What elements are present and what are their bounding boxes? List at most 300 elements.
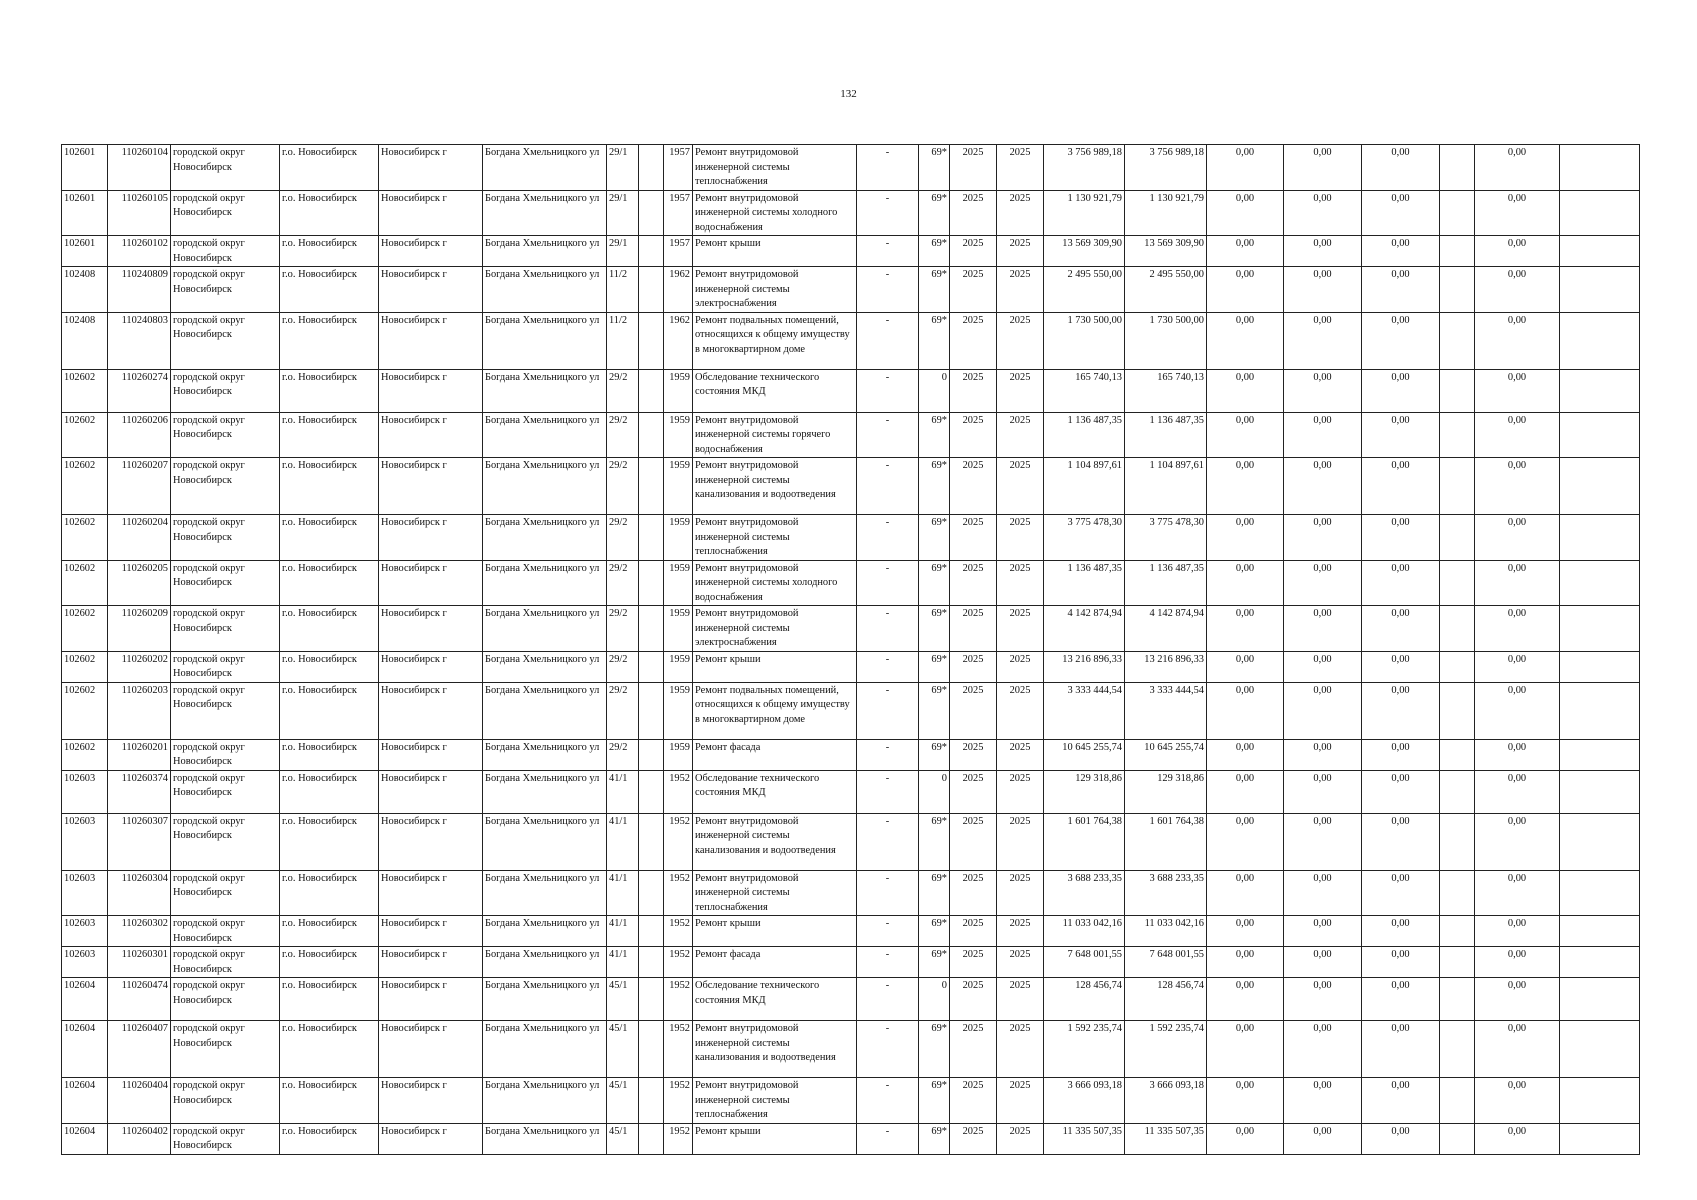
row-value-6	[1560, 515, 1640, 561]
row-street: Богдана Хмельницкого ул	[483, 947, 607, 978]
table-row	[62, 651, 1640, 682]
row-year-from: 2025	[950, 515, 997, 561]
row-id: 110260307	[108, 813, 171, 870]
row-dash: -	[857, 190, 919, 236]
row-year-to: 2025	[997, 412, 1044, 458]
row-dash: -	[857, 870, 919, 916]
row-dash: -	[857, 236, 919, 267]
row-year-from: 2025	[950, 870, 997, 916]
row-settlement: Новосибирск г	[379, 369, 483, 412]
row-value-5: 0,00	[1475, 190, 1560, 236]
table-row	[62, 739, 1640, 770]
row-cost-total: 11 033 042,16	[1044, 916, 1125, 947]
row-street: Богдана Хмельницкого ул	[483, 190, 607, 236]
row-norm: 69*	[919, 458, 950, 515]
row-value-5: 0,00	[1475, 369, 1560, 412]
row-value-4	[1440, 916, 1475, 947]
row-value-2: 0,00	[1284, 1021, 1362, 1078]
row-cost-fund: 3 333 444,54	[1125, 682, 1207, 739]
row-extra	[639, 312, 664, 369]
row-year-from: 2025	[950, 145, 997, 191]
row-value-1: 0,00	[1207, 770, 1284, 813]
row-cost-fund: 129 318,86	[1125, 770, 1207, 813]
table-row	[62, 770, 1640, 813]
row-code: 102601	[62, 190, 108, 236]
row-value-5: 0,00	[1475, 515, 1560, 561]
row-settlement: Новосибирск г	[379, 606, 483, 652]
row-value-1: 0,00	[1207, 916, 1284, 947]
row-code: 102602	[62, 560, 108, 606]
row-year: 1959	[664, 682, 693, 739]
row-code: 102408	[62, 312, 108, 369]
row-id: 110260301	[108, 947, 171, 978]
row-municipality: г.о. Новосибирск	[280, 651, 379, 682]
row-year: 1952	[664, 1021, 693, 1078]
table-row	[62, 1078, 1640, 1124]
row-extra	[639, 870, 664, 916]
row-dash: -	[857, 1021, 919, 1078]
row-year: 1962	[664, 312, 693, 369]
row-year-to: 2025	[997, 190, 1044, 236]
row-value-5: 0,00	[1475, 739, 1560, 770]
row-norm: 69*	[919, 560, 950, 606]
row-district: городской округ Новосибирск	[171, 916, 280, 947]
row-year-to: 2025	[997, 739, 1044, 770]
row-value-5: 0,00	[1475, 236, 1560, 267]
row-cost-total: 1 730 500,00	[1044, 312, 1125, 369]
row-house: 29/2	[607, 739, 639, 770]
row-settlement: Новосибирск г	[379, 145, 483, 191]
row-year: 1959	[664, 412, 693, 458]
table-row	[62, 947, 1640, 978]
row-dash: -	[857, 458, 919, 515]
row-house: 29/1	[607, 190, 639, 236]
row-value-2: 0,00	[1284, 916, 1362, 947]
table-row	[62, 515, 1640, 561]
row-street: Богдана Хмельницкого ул	[483, 651, 607, 682]
table-row	[62, 606, 1640, 652]
row-value-2: 0,00	[1284, 1123, 1362, 1154]
row-value-4	[1440, 369, 1475, 412]
row-district: городской округ Новосибирск	[171, 560, 280, 606]
row-value-6	[1560, 770, 1640, 813]
row-value-4	[1440, 412, 1475, 458]
row-value-5: 0,00	[1475, 813, 1560, 870]
row-value-5: 0,00	[1475, 1078, 1560, 1124]
row-settlement: Новосибирск г	[379, 813, 483, 870]
row-value-4	[1440, 870, 1475, 916]
row-municipality: г.о. Новосибирск	[280, 770, 379, 813]
row-code: 102602	[62, 412, 108, 458]
row-norm: 69*	[919, 870, 950, 916]
row-id: 110260304	[108, 870, 171, 916]
row-district: городской округ Новосибирск	[171, 606, 280, 652]
table-row	[62, 236, 1640, 267]
row-settlement: Новосибирск г	[379, 770, 483, 813]
row-house: 29/2	[607, 369, 639, 412]
row-cost-fund: 1 730 500,00	[1125, 312, 1207, 369]
row-norm: 69*	[919, 312, 950, 369]
row-extra	[639, 412, 664, 458]
row-work-type: Ремонт внутридомовой инженерной системы теплоснабжения	[693, 515, 857, 561]
row-district: городской округ Новосибирск	[171, 1123, 280, 1154]
row-house: 29/2	[607, 682, 639, 739]
row-district: городской округ Новосибирск	[171, 236, 280, 267]
row-district: городской округ Новосибирск	[171, 190, 280, 236]
row-norm: 69*	[919, 515, 950, 561]
row-value-5: 0,00	[1475, 606, 1560, 652]
row-settlement: Новосибирск г	[379, 947, 483, 978]
row-street: Богдана Хмельницкого ул	[483, 267, 607, 313]
table-row	[62, 369, 1640, 412]
row-value-1: 0,00	[1207, 1078, 1284, 1124]
row-work-type: Ремонт крыши	[693, 651, 857, 682]
row-extra	[639, 236, 664, 267]
row-value-6	[1560, 1123, 1640, 1154]
row-cost-total: 11 335 507,35	[1044, 1123, 1125, 1154]
row-value-5: 0,00	[1475, 770, 1560, 813]
row-cost-total: 3 333 444,54	[1044, 682, 1125, 739]
row-year-from: 2025	[950, 1078, 997, 1124]
page-number: 132	[840, 88, 857, 100]
row-year-from: 2025	[950, 770, 997, 813]
row-id: 110240809	[108, 267, 171, 313]
row-id: 110260407	[108, 1021, 171, 1078]
row-cost-total: 129 318,86	[1044, 770, 1125, 813]
row-value-5: 0,00	[1475, 682, 1560, 739]
row-year: 1959	[664, 369, 693, 412]
row-norm: 69*	[919, 145, 950, 191]
row-value-3: 0,00	[1362, 770, 1440, 813]
row-work-type: Ремонт внутридомовой инженерной системы холодного водоснабжения	[693, 190, 857, 236]
row-year: 1952	[664, 813, 693, 870]
row-year-from: 2025	[950, 739, 997, 770]
row-work-type: Обследование технического состояния МКД	[693, 978, 857, 1021]
row-street: Богдана Хмельницкого ул	[483, 236, 607, 267]
row-value-4	[1440, 236, 1475, 267]
table-row	[62, 1123, 1640, 1154]
row-work-type: Ремонт внутридомовой инженерной системы электроснабжения	[693, 606, 857, 652]
table-row	[62, 916, 1640, 947]
row-value-4	[1440, 1021, 1475, 1078]
table-body	[62, 145, 1640, 1155]
row-year-from: 2025	[950, 312, 997, 369]
row-street: Богдана Хмельницкого ул	[483, 1021, 607, 1078]
row-extra	[639, 515, 664, 561]
row-work-type: Ремонт внутридомовой инженерной системы холодного водоснабжения	[693, 560, 857, 606]
row-value-6	[1560, 236, 1640, 267]
row-value-1: 0,00	[1207, 312, 1284, 369]
row-code: 102602	[62, 682, 108, 739]
row-house: 41/1	[607, 947, 639, 978]
row-municipality: г.о. Новосибирск	[280, 515, 379, 561]
row-house: 29/2	[607, 560, 639, 606]
row-settlement: Новосибирск г	[379, 267, 483, 313]
row-value-1: 0,00	[1207, 1021, 1284, 1078]
row-value-5: 0,00	[1475, 560, 1560, 606]
row-cost-total: 1 104 897,61	[1044, 458, 1125, 515]
row-street: Богдана Хмельницкого ул	[483, 515, 607, 561]
row-value-5: 0,00	[1475, 978, 1560, 1021]
row-cost-fund: 3 775 478,30	[1125, 515, 1207, 561]
row-value-3: 0,00	[1362, 369, 1440, 412]
table-row	[62, 458, 1640, 515]
row-value-1: 0,00	[1207, 978, 1284, 1021]
row-work-type: Обследование технического состояния МКД	[693, 770, 857, 813]
row-settlement: Новосибирск г	[379, 1078, 483, 1124]
row-year: 1959	[664, 560, 693, 606]
row-dash: -	[857, 369, 919, 412]
row-year: 1952	[664, 870, 693, 916]
row-code: 102603	[62, 947, 108, 978]
row-value-5: 0,00	[1475, 916, 1560, 947]
row-id: 110240803	[108, 312, 171, 369]
row-municipality: г.о. Новосибирск	[280, 236, 379, 267]
row-value-2: 0,00	[1284, 606, 1362, 652]
row-year: 1957	[664, 236, 693, 267]
row-year-to: 2025	[997, 515, 1044, 561]
row-dash: -	[857, 412, 919, 458]
row-house: 41/1	[607, 870, 639, 916]
row-settlement: Новосибирск г	[379, 870, 483, 916]
row-value-6	[1560, 947, 1640, 978]
row-cost-total: 3 756 989,18	[1044, 145, 1125, 191]
row-value-2: 0,00	[1284, 651, 1362, 682]
row-extra	[639, 1078, 664, 1124]
row-year: 1962	[664, 267, 693, 313]
row-code: 102603	[62, 916, 108, 947]
row-value-2: 0,00	[1284, 190, 1362, 236]
row-value-4	[1440, 682, 1475, 739]
row-street: Богдана Хмельницкого ул	[483, 870, 607, 916]
row-dash: -	[857, 813, 919, 870]
row-value-3: 0,00	[1362, 606, 1440, 652]
row-street: Богдана Хмельницкого ул	[483, 369, 607, 412]
row-cost-total: 10 645 255,74	[1044, 739, 1125, 770]
row-district: городской округ Новосибирск	[171, 947, 280, 978]
row-value-1: 0,00	[1207, 412, 1284, 458]
row-year-from: 2025	[950, 606, 997, 652]
row-municipality: г.о. Новосибирск	[280, 458, 379, 515]
row-value-4	[1440, 651, 1475, 682]
row-norm: 69*	[919, 1021, 950, 1078]
row-work-type: Ремонт внутридомовой инженерной системы канализования и водоотведения	[693, 813, 857, 870]
row-cost-total: 1 601 764,38	[1044, 813, 1125, 870]
row-code: 102601	[62, 236, 108, 267]
row-district: городской округ Новосибирск	[171, 651, 280, 682]
row-cost-total: 4 142 874,94	[1044, 606, 1125, 652]
row-settlement: Новосибирск г	[379, 515, 483, 561]
row-value-1: 0,00	[1207, 682, 1284, 739]
row-id: 110260207	[108, 458, 171, 515]
row-value-1: 0,00	[1207, 515, 1284, 561]
row-value-4	[1440, 458, 1475, 515]
row-street: Богдана Хмельницкого ул	[483, 739, 607, 770]
row-value-2: 0,00	[1284, 145, 1362, 191]
row-value-1: 0,00	[1207, 947, 1284, 978]
row-value-3: 0,00	[1362, 682, 1440, 739]
row-cost-fund: 1 136 487,35	[1125, 412, 1207, 458]
row-municipality: г.о. Новосибирск	[280, 606, 379, 652]
row-value-3: 0,00	[1362, 412, 1440, 458]
row-work-type: Ремонт крыши	[693, 916, 857, 947]
row-value-4	[1440, 560, 1475, 606]
row-work-type: Ремонт внутридомовой инженерной системы теплоснабжения	[693, 145, 857, 191]
row-value-3: 0,00	[1362, 739, 1440, 770]
row-dash: -	[857, 682, 919, 739]
table-row	[62, 267, 1640, 313]
row-code: 102602	[62, 369, 108, 412]
row-dash: -	[857, 770, 919, 813]
row-municipality: г.о. Новосибирск	[280, 1021, 379, 1078]
row-year-to: 2025	[997, 770, 1044, 813]
row-value-1: 0,00	[1207, 739, 1284, 770]
row-value-5: 0,00	[1475, 458, 1560, 515]
row-value-3: 0,00	[1362, 312, 1440, 369]
row-district: городской округ Новосибирск	[171, 1078, 280, 1124]
row-value-3: 0,00	[1362, 651, 1440, 682]
row-cost-fund: 11 335 507,35	[1125, 1123, 1207, 1154]
row-district: городской округ Новосибирск	[171, 458, 280, 515]
row-value-6	[1560, 651, 1640, 682]
row-value-2: 0,00	[1284, 312, 1362, 369]
row-value-2: 0,00	[1284, 412, 1362, 458]
row-year-to: 2025	[997, 978, 1044, 1021]
row-year-from: 2025	[950, 190, 997, 236]
row-cost-fund: 1 592 235,74	[1125, 1021, 1207, 1078]
row-year: 1959	[664, 458, 693, 515]
row-work-type: Ремонт подвальных помещений, относящихся к общему имуществу в многоквартирном доме	[693, 312, 857, 369]
row-cost-total: 1 592 235,74	[1044, 1021, 1125, 1078]
row-house: 45/1	[607, 1021, 639, 1078]
row-norm: 69*	[919, 739, 950, 770]
row-house: 29/2	[607, 412, 639, 458]
row-district: городской округ Новосибирск	[171, 770, 280, 813]
row-dash: -	[857, 606, 919, 652]
row-value-5: 0,00	[1475, 651, 1560, 682]
row-value-3: 0,00	[1362, 515, 1440, 561]
row-id: 110260302	[108, 916, 171, 947]
row-value-3: 0,00	[1362, 870, 1440, 916]
row-value-2: 0,00	[1284, 515, 1362, 561]
row-code: 102601	[62, 145, 108, 191]
row-house: 45/1	[607, 1123, 639, 1154]
row-value-2: 0,00	[1284, 560, 1362, 606]
row-settlement: Новосибирск г	[379, 412, 483, 458]
row-settlement: Новосибирск г	[379, 458, 483, 515]
row-value-4	[1440, 312, 1475, 369]
row-cost-fund: 165 740,13	[1125, 369, 1207, 412]
row-value-4	[1440, 145, 1475, 191]
row-value-4	[1440, 978, 1475, 1021]
row-id: 110260402	[108, 1123, 171, 1154]
row-value-6	[1560, 267, 1640, 313]
row-year: 1959	[664, 606, 693, 652]
row-year-to: 2025	[997, 458, 1044, 515]
row-value-4	[1440, 1078, 1475, 1124]
row-cost-total: 13 216 896,33	[1044, 651, 1125, 682]
row-street: Богдана Хмельницкого ул	[483, 145, 607, 191]
row-work-type: Ремонт внутридомовой инженерной системы канализования и водоотведения	[693, 458, 857, 515]
row-municipality: г.о. Новосибирск	[280, 870, 379, 916]
row-year-to: 2025	[997, 916, 1044, 947]
row-work-type: Ремонт внутридомовой инженерной системы теплоснабжения	[693, 870, 857, 916]
row-cost-fund: 128 456,74	[1125, 978, 1207, 1021]
row-value-3: 0,00	[1362, 145, 1440, 191]
row-house: 29/2	[607, 606, 639, 652]
row-code: 102602	[62, 739, 108, 770]
row-work-type: Ремонт внутридомовой инженерной системы канализования и водоотведения	[693, 1021, 857, 1078]
row-year: 1952	[664, 978, 693, 1021]
row-year-from: 2025	[950, 267, 997, 313]
row-municipality: г.о. Новосибирск	[280, 1078, 379, 1124]
row-municipality: г.о. Новосибирск	[280, 682, 379, 739]
row-year-to: 2025	[997, 1078, 1044, 1124]
row-norm: 69*	[919, 651, 950, 682]
row-value-2: 0,00	[1284, 458, 1362, 515]
row-cost-fund: 13 569 309,90	[1125, 236, 1207, 267]
row-id: 110260105	[108, 190, 171, 236]
row-municipality: г.о. Новосибирск	[280, 1123, 379, 1154]
row-year-to: 2025	[997, 682, 1044, 739]
row-year: 1952	[664, 947, 693, 978]
row-settlement: Новосибирск г	[379, 312, 483, 369]
row-value-4	[1440, 267, 1475, 313]
row-house: 45/1	[607, 978, 639, 1021]
row-house: 41/1	[607, 813, 639, 870]
row-year: 1957	[664, 190, 693, 236]
row-dash: -	[857, 515, 919, 561]
table-row	[62, 412, 1640, 458]
row-street: Богдана Хмельницкого ул	[483, 682, 607, 739]
row-norm: 69*	[919, 682, 950, 739]
row-id: 110260374	[108, 770, 171, 813]
row-value-5: 0,00	[1475, 267, 1560, 313]
row-code: 102602	[62, 606, 108, 652]
row-year: 1952	[664, 1078, 693, 1124]
row-municipality: г.о. Новосибирск	[280, 412, 379, 458]
row-work-type: Ремонт подвальных помещений, относящихся к общему имуществу в многоквартирном доме	[693, 682, 857, 739]
row-value-4	[1440, 813, 1475, 870]
row-code: 102604	[62, 1078, 108, 1124]
row-dash: -	[857, 916, 919, 947]
row-cost-fund: 3 688 233,35	[1125, 870, 1207, 916]
row-year-from: 2025	[950, 369, 997, 412]
row-house: 29/2	[607, 515, 639, 561]
row-settlement: Новосибирск г	[379, 682, 483, 739]
row-value-4	[1440, 947, 1475, 978]
row-value-3: 0,00	[1362, 560, 1440, 606]
row-value-5: 0,00	[1475, 312, 1560, 369]
row-year-from: 2025	[950, 916, 997, 947]
row-cost-total: 1 136 487,35	[1044, 560, 1125, 606]
row-street: Богдана Хмельницкого ул	[483, 813, 607, 870]
row-house: 41/1	[607, 770, 639, 813]
row-municipality: г.о. Новосибирск	[280, 813, 379, 870]
row-district: городской округ Новосибирск	[171, 682, 280, 739]
row-code: 102604	[62, 978, 108, 1021]
row-code: 102603	[62, 770, 108, 813]
row-street: Богдана Хмельницкого ул	[483, 458, 607, 515]
row-work-type: Ремонт крыши	[693, 1123, 857, 1154]
row-year-from: 2025	[950, 651, 997, 682]
row-settlement: Новосибирск г	[379, 978, 483, 1021]
row-value-1: 0,00	[1207, 606, 1284, 652]
row-cost-fund: 4 142 874,94	[1125, 606, 1207, 652]
row-norm: 69*	[919, 267, 950, 313]
row-value-6	[1560, 870, 1640, 916]
row-settlement: Новосибирск г	[379, 190, 483, 236]
